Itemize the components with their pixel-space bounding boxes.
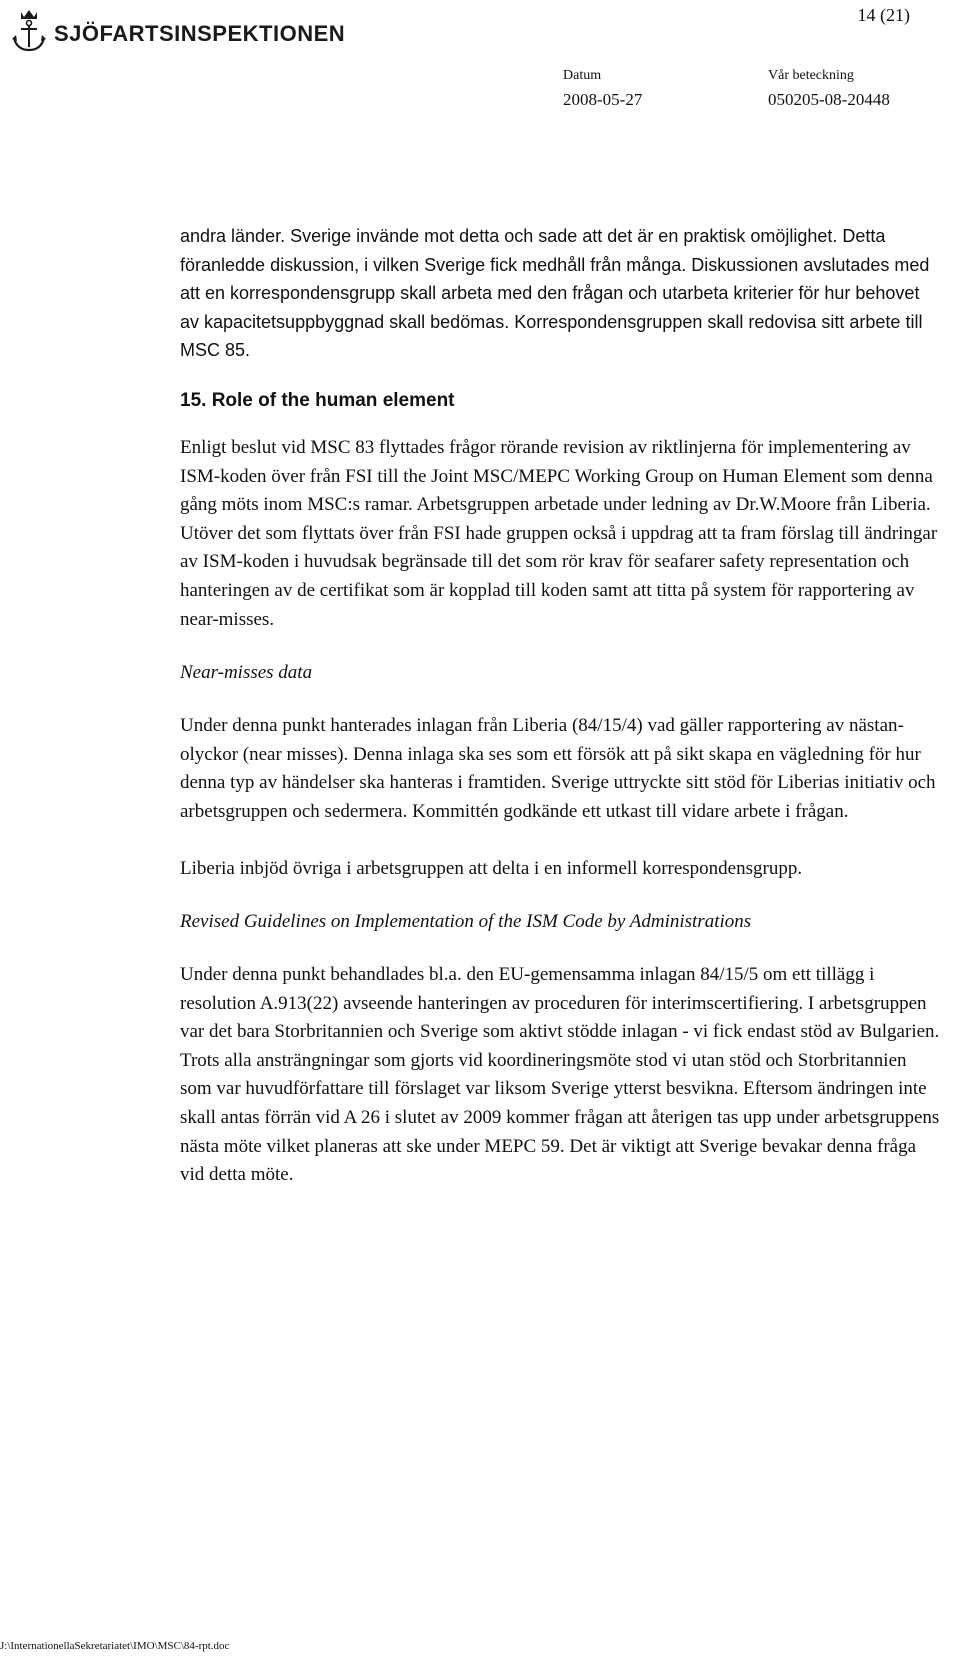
crown-anchor-icon: [8, 8, 50, 54]
section-heading: 15. Role of the human element: [180, 389, 455, 411]
page-number: 14 (21): [857, 5, 910, 25]
intro-paragraph: andra länder. Sverige invände mot detta och sade att det är en praktisk omöjlighet. Detta föranledde diskussion, i vilken Sverige fick medhåll från många. Diskussionen avslutades med att en korrespondensgrupp skall arbeta med den frågan och utarbeta kriterier för hur behovet av kapacitetsuppbyggnad skall bedömas. Korrespondensgruppen skall redovisa sitt arbete till MSC 85.: [180, 226, 930, 361]
subheading-guidelines: Revised Guidelines on Implementation of the ISM Code by Administrations: [180, 911, 752, 933]
subheading-near-misses: Near-misses data: [180, 662, 313, 684]
near-misses-paragraph: Under denna punkt hanterades inlagan från Liberia (84/15/4) vad gäller rapportering av nästan-olyckor (near misses). Denna inlaga ska ses som ett försök att på sikt skapa en vägledning för hur denna typ av händelser ska hanteras i framtiden. Sverige uttryckte sitt stöd för Liberias initiativ och arbetsgruppen och sedermera. Kommittén godkände ett utkast till vidare arbete i frågan.: [180, 715, 936, 822]
date-value: 2008-05-27: [563, 90, 643, 109]
date-label: Datum: [563, 68, 602, 83]
reference-value: 050205-08-20448: [768, 90, 890, 109]
guidelines-paragraph: Under denna punkt behandlades bl.a. den EU-gemensamma inlagan 84/15/5 om ett tillägg i resolution A.913(22) avseende hanteringen av proceduren för interimscertifiering. I arbetsgruppen var det bara Storbritannien och Sverige som aktivt stödde inlagan - vi fick endast stöd av Bulgarien. Trots alla ansträngningar som gjorts vid koordineringsmöte stod vi utan stöd och Storbritannien som var huvudförfattare till förslaget var liksom Sverige ytterst besvikna. Eftersom ändringen inte skall antas förrän vid A 26 i slutet av 2009 kommer frågan att återigen tas upp under arbetsgruppens nästa möte vilket planeras att ske under MEPC 59. Det är viktigt att Sverige bevakar denna fråga vid detta möte.: [180, 964, 940, 1186]
agency-name: SJÖFARTSINSPEKTIONEN: [54, 21, 346, 46]
document-body: [180, 222, 940, 1190]
agency-logo: [8, 8, 345, 54]
reference-block: [768, 68, 890, 110]
date-block: [563, 68, 642, 110]
section-paragraph: Enligt beslut vid MSC 83 flyttades frågor rörande revision av riktlinjerna för implementering av ISM-koden över från FSI till the Joint MSC/MEPC Working Group on Human Element som denna gång möts inom MSC:s ramar. Arbetsgruppen arbetade under ledning av Dr.W.Moore från Liberia. Utöver det som flyttats över från FSI hade gruppen också i uppdrag att ta fram förslag till ändringar av ISM-koden i huvudsak begränsade till det som rör krav för seafarer safety representation och hanteringen av de certifikat som är kopplad till koden samt att titta på system för rapportering av near-misses.: [180, 436, 938, 630]
liberia-paragraph: Liberia inbjöd övriga i arbetsgruppen att delta i en informell korrespondensgrupp.: [180, 857, 803, 879]
reference-label: Vår beteckning: [768, 68, 854, 83]
footer-file-path: J:\InternationellaSekretariatet\IMO\MSC\84-rpt.doc: [0, 1640, 230, 1652]
